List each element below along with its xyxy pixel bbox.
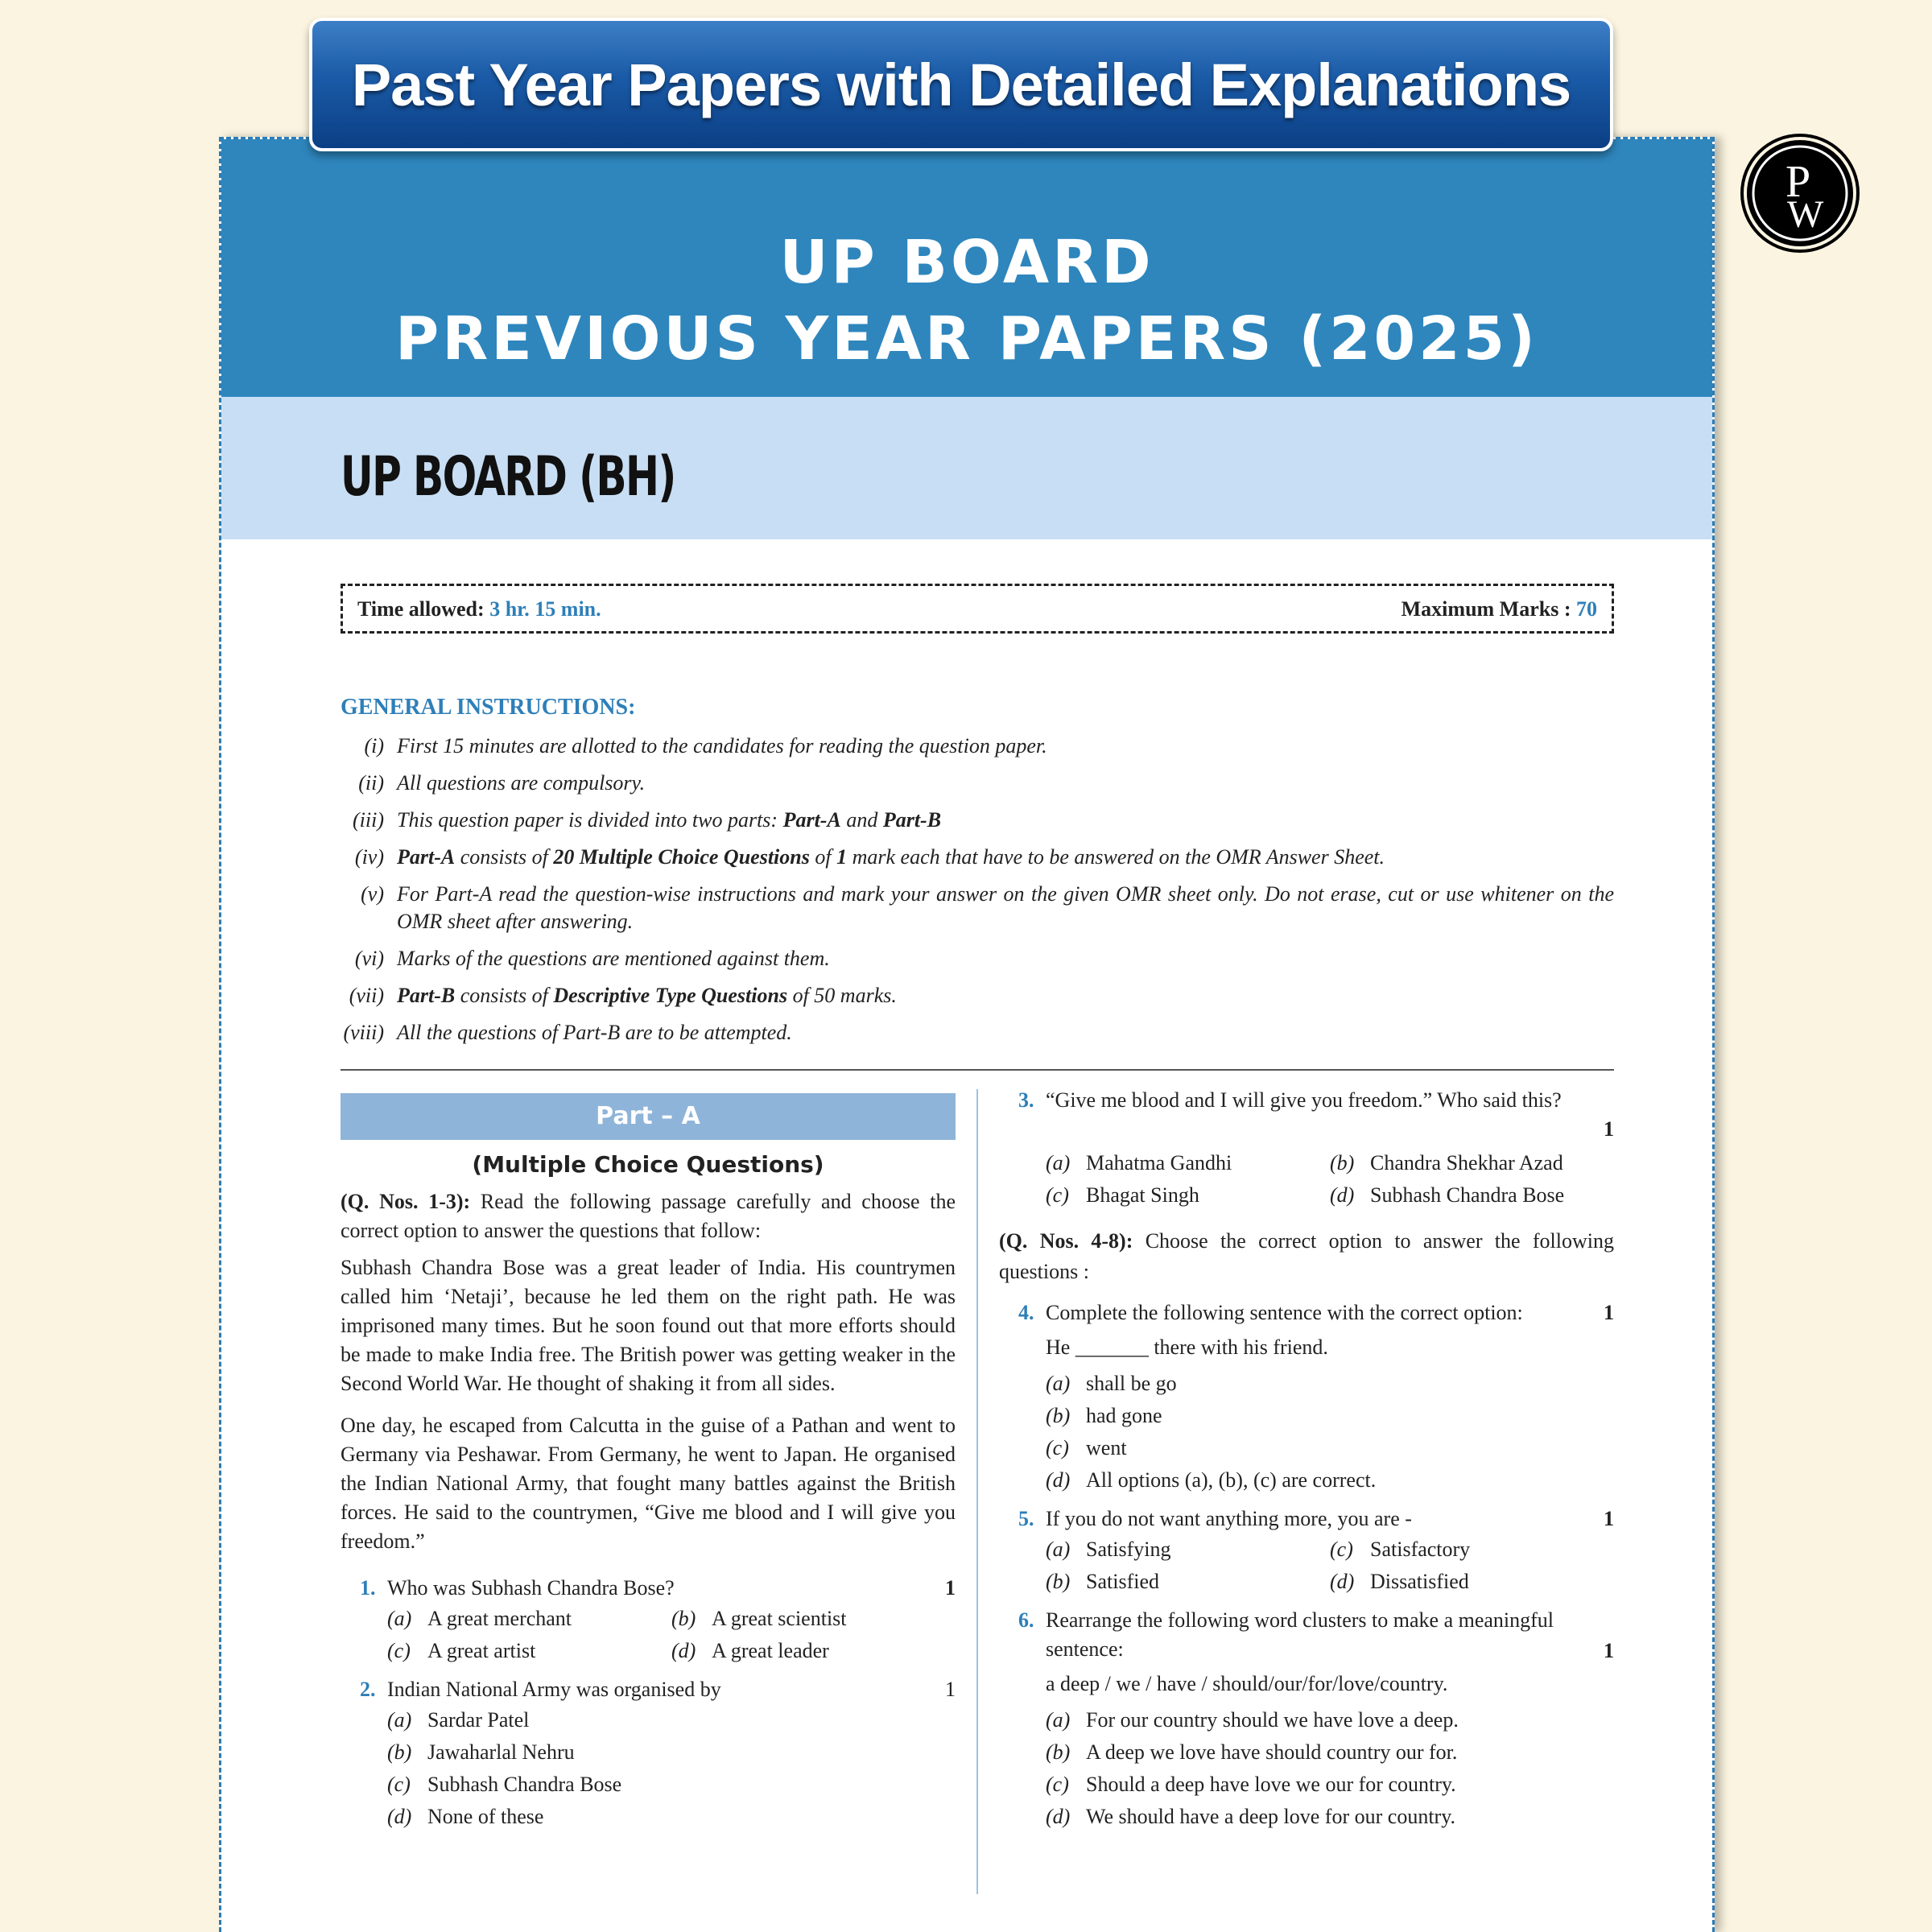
option[interactable]: (b) Satisfied bbox=[1046, 1570, 1159, 1593]
banner-title: Past Year Papers with Detailed Explanations bbox=[351, 51, 1571, 118]
right-column bbox=[999, 1086, 1614, 1833]
left-column bbox=[341, 1093, 956, 1833]
option[interactable]: (b) A deep we love have should country our for. bbox=[1046, 1740, 1458, 1764]
option[interactable]: (b) had gone bbox=[1046, 1404, 1162, 1427]
option[interactable]: (d) All options (a), (b), (c) are correct. bbox=[1046, 1468, 1377, 1492]
question-4-sentence: He _______ there with his friend. bbox=[1046, 1335, 1328, 1359]
question-3: 3. “Give me blood and I will give you freedom.” Who said this? bbox=[1018, 1088, 1562, 1112]
question-5-options bbox=[999, 1534, 1614, 1598]
question-1-options bbox=[341, 1603, 956, 1667]
time-label: Time allowed: bbox=[357, 597, 485, 621]
question-4: 4. Complete the following sentence with the correct option: 1 bbox=[1018, 1301, 1614, 1324]
question-6-options bbox=[999, 1664, 1614, 1833]
document-page bbox=[219, 137, 1715, 1932]
option[interactable]: (a) A great merchant bbox=[387, 1607, 572, 1630]
option[interactable]: (c) Satisfactory bbox=[1330, 1538, 1471, 1561]
marks-value: 70 bbox=[1576, 597, 1597, 621]
q4-8-intro: (Q. Nos. 4-8): Choose the correct option to answer the following questions : bbox=[999, 1229, 1614, 1283]
option[interactable]: (c) Subhash Chandra Bose bbox=[387, 1773, 622, 1796]
instruction-item: (viii) All the questions of Part-B are to be attempted. bbox=[343, 1021, 792, 1044]
instruction-item: (iv) Part-A consists of 20 Multiple Choice Questions of 1 mark each that have to be answered on the OMR Answer Sheet. bbox=[354, 845, 1385, 869]
title-banner bbox=[309, 18, 1613, 151]
svg-text:P: P bbox=[1785, 157, 1811, 207]
subheader-band bbox=[221, 397, 1712, 539]
option[interactable]: (a) Mahatma Gandhi bbox=[1046, 1151, 1232, 1174]
option[interactable]: (a) Sardar Patel bbox=[387, 1708, 530, 1732]
option[interactable]: (b) Chandra Shekhar Azad bbox=[1330, 1151, 1563, 1174]
option[interactable]: (d) Dissatisfied bbox=[1330, 1570, 1469, 1593]
instruction-item: (vi) Marks of the questions are mentioned against them. bbox=[354, 947, 830, 970]
question-2: 2. Indian National Army was organised by 1 bbox=[360, 1678, 956, 1701]
instruction-item: (iii) This question paper is divided into two parts: Part-A and Part-B bbox=[353, 808, 942, 832]
question-4-options bbox=[999, 1327, 1614, 1496]
header-line-1: UP BOARD bbox=[779, 228, 1154, 297]
option[interactable]: (d) None of these bbox=[387, 1805, 544, 1828]
column-divider bbox=[976, 1089, 978, 1894]
instruction-item: (ii) All questions are compulsory. bbox=[358, 771, 646, 795]
question-3-options bbox=[999, 1147, 1614, 1212]
header-band bbox=[221, 139, 1712, 397]
section-divider bbox=[341, 1069, 1614, 1071]
option[interactable]: (b) A great scientist bbox=[671, 1607, 847, 1630]
instruction-item: (v) For Part-A read the question-wise instructions and mark your answer on the given OMR sheet only. Do not erase, cut or use whitener on the OMR sheet after answering. bbox=[361, 882, 1614, 933]
q1-3-intro: (Q. Nos. 1-3): Read the following passage carefully and choose the correct option to answer the questions that follow: bbox=[341, 1190, 956, 1242]
option[interactable]: (c) went bbox=[1046, 1436, 1127, 1459]
time-value: 3 hr. 15 min. bbox=[489, 597, 601, 621]
question-6-sentence: a deep / we / have / should/our/for/love/country. bbox=[1046, 1672, 1448, 1695]
option[interactable]: (a) shall be go bbox=[1046, 1372, 1177, 1395]
time-marks-box bbox=[341, 584, 1614, 634]
option[interactable]: (d) Subhash Chandra Bose bbox=[1330, 1183, 1565, 1207]
option[interactable]: (d) We should have a deep love for our country. bbox=[1046, 1805, 1456, 1828]
marks-label: Maximum Marks : bbox=[1401, 597, 1571, 621]
board-title: UP BOARD (BH) bbox=[341, 445, 675, 509]
option[interactable]: (a) Satisfying bbox=[1046, 1538, 1171, 1561]
option[interactable]: (d) A great leader bbox=[671, 1639, 829, 1662]
question-6: 6. Rearrange the following word clusters to make a meaningful sentence: 1 bbox=[1018, 1608, 1614, 1662]
mcq-heading: (Multiple Choice Questions) bbox=[472, 1151, 824, 1178]
question-3-marks: 1 bbox=[1604, 1117, 1614, 1141]
option[interactable]: (b) Jawaharlal Nehru bbox=[387, 1740, 575, 1764]
option[interactable]: (c) A great artist bbox=[387, 1639, 536, 1662]
instruction-item: (vii) Part-B consists of Descriptive Type Questions of 50 marks. bbox=[349, 984, 897, 1007]
question-5: 5. If you do not want anything more, you are - 1 bbox=[1018, 1507, 1614, 1530]
option[interactable]: (c) Bhagat Singh bbox=[1046, 1183, 1199, 1207]
instructions-list bbox=[341, 733, 1614, 1056]
pw-logo-icon bbox=[1744, 137, 1856, 250]
question-2-options bbox=[341, 1704, 956, 1833]
instructions-title: GENERAL INSTRUCTIONS: bbox=[341, 695, 636, 720]
option[interactable]: (a) For our country should we have love a deep. bbox=[1046, 1708, 1459, 1732]
header-line-2: PREVIOUS YEAR PAPERS (2025) bbox=[395, 304, 1538, 374]
option[interactable]: (c) Should a deep have love we our for country. bbox=[1046, 1773, 1456, 1796]
passage-paragraph: Subhash Chandra Bose was a great leader of India. His countrymen called him ‘Netaji’, because he led them on the right path. He was imprisoned many times. But he soon found out that more efforts should be made to make India free. The British power was getting weaker in the Second World War. He thought of shaking it from all sides. bbox=[341, 1256, 956, 1395]
question-1: 1. Who was Subhash Chandra Bose? 1 bbox=[360, 1576, 956, 1600]
part-a-bar: Part – A bbox=[341, 1093, 956, 1140]
passage-paragraph: One day, he escaped from Calcutta in the guise of a Pathan and went to Germany via Peshawar. From Germany, he went to Japan. He organised the Indian National Army, that fought many battles against the British forces. He said to the countrymen, “Give me blood and I will give you freedom.” bbox=[341, 1414, 956, 1553]
instruction-item: (i) First 15 minutes are allotted to the candidates for reading the question paper. bbox=[364, 734, 1047, 758]
svg-text:W: W bbox=[1787, 193, 1824, 236]
